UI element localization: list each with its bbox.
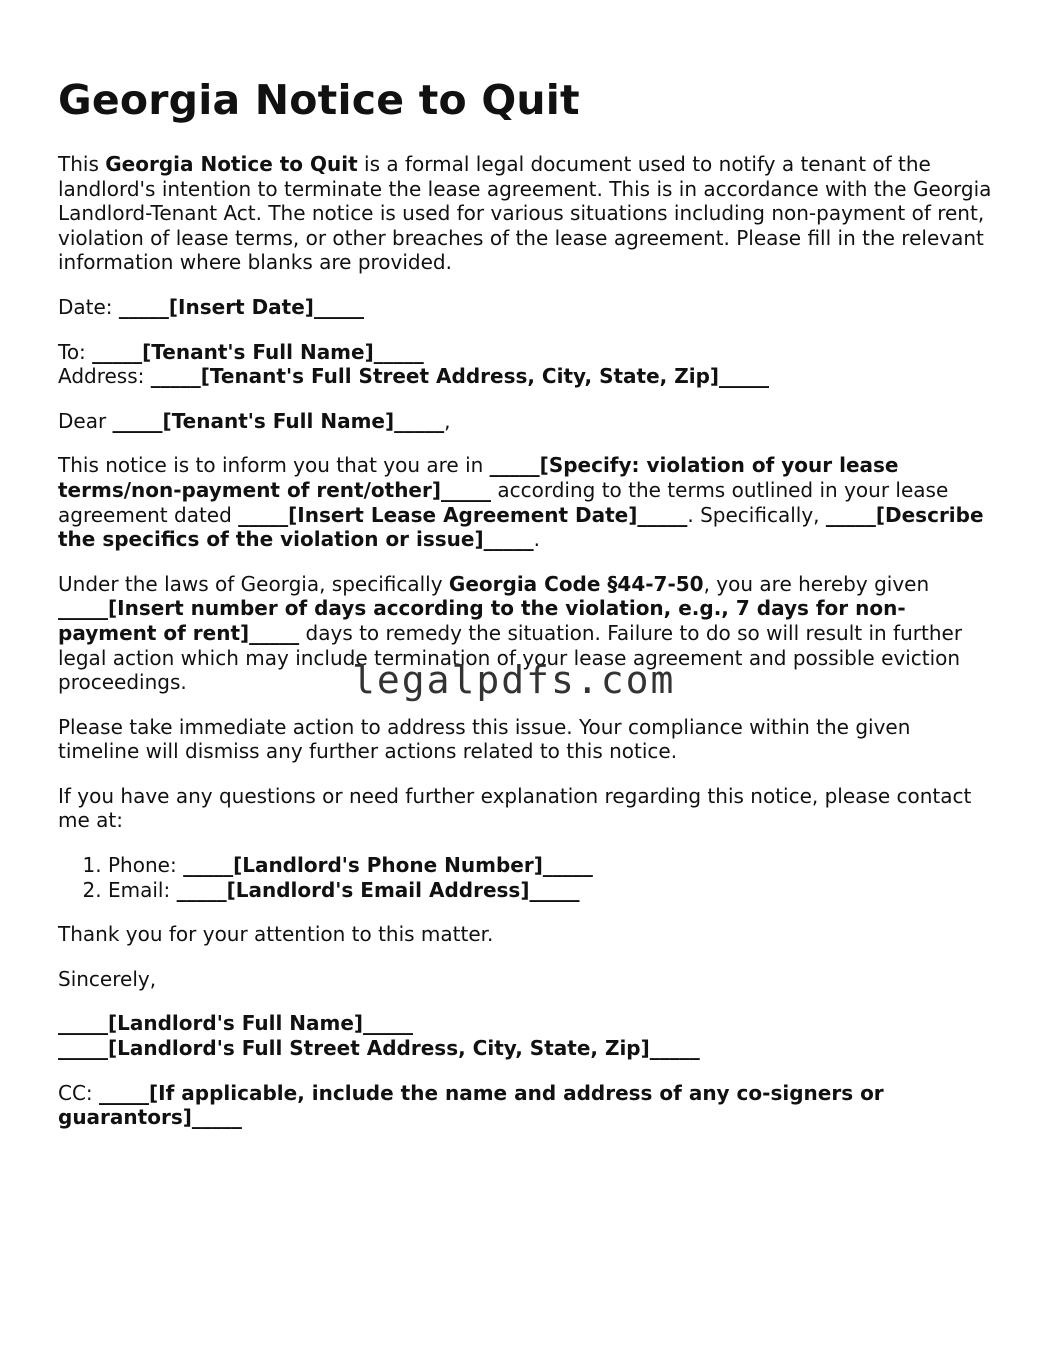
date-field: _____[Insert Date]_____ xyxy=(118,294,364,319)
notice-lease-date-field: _____[Insert Lease Agreement Date]_____ xyxy=(238,502,688,527)
notice-paragraph xyxy=(58,453,998,551)
date-label: Date: xyxy=(58,294,119,319)
action-paragraph: Please take immediate action to address this issue. Your compliance within the given timeline will dismiss any further actions related to this notice. xyxy=(58,714,911,764)
notice-text-4: . xyxy=(533,527,540,552)
signature-address-field: _____[Landlord's Full Street Address, City, State, Zip]_____ xyxy=(58,1036,700,1061)
document-page xyxy=(58,72,998,1150)
contact-intro-paragraph: If you have any questions or need further explanation regarding this notice, please contact me at: xyxy=(58,783,972,833)
cc-label: CC: xyxy=(58,1080,100,1105)
document-title: Georgia Notice to Quit xyxy=(58,76,580,124)
signature-block xyxy=(58,1011,998,1060)
notice-text-1: This notice is to inform you that you are in xyxy=(58,453,490,478)
contact-item-email xyxy=(108,878,998,903)
salutation-field: _____[Tenant's Full Name]_____ xyxy=(112,408,445,433)
date-line xyxy=(58,295,998,320)
closing-line: Sincerely, xyxy=(58,966,157,991)
notice-violation-field: _____[Specify: violation of your lease terms/non-payment of rent/other]_____ xyxy=(58,453,899,502)
law-text-1: Under the laws of Georgia, specifically xyxy=(58,571,449,596)
cc-line xyxy=(58,1081,998,1130)
thanks-paragraph: Thank you for your attention to this matter. xyxy=(58,922,494,947)
to-label: To: xyxy=(58,339,93,364)
watermark: legalpdfs.com xyxy=(352,658,676,702)
contact-item-phone xyxy=(108,853,998,878)
phone-field: _____[Landlord's Phone Number]_____ xyxy=(183,853,593,878)
contact-list xyxy=(58,853,998,902)
to-field: _____[Tenant's Full Name]_____ xyxy=(92,339,424,364)
notice-text-3: . Specifically, xyxy=(687,502,826,527)
salutation-line xyxy=(58,409,998,434)
law-days-field: _____[Insert number of days according to the violation, e.g., 7 days for non-payment of rent]_____ xyxy=(58,596,906,645)
salutation-label: Dear xyxy=(58,408,113,433)
notice-specifics-field: _____[Describe the specifics of the violation or issue]_____ xyxy=(58,502,984,552)
law-text-2: , you are hereby given xyxy=(703,571,930,596)
phone-label: Phone: xyxy=(108,853,184,878)
law-text-3: days to remedy the situation. Failure to do so will result in further legal action which may include termination of your lease agreement and possible eviction proceedings. xyxy=(58,620,963,695)
address-label: Address: xyxy=(58,364,151,389)
intro-paragraph xyxy=(58,152,998,275)
intro-bold-title: Georgia Notice to Quit xyxy=(105,152,358,176)
law-code: Georgia Code §44-7-50 xyxy=(448,571,704,596)
address-field: _____[Tenant's Full Street Address, City, State, Zip]_____ xyxy=(150,364,770,389)
intro-prefix: This xyxy=(58,152,106,176)
cc-field: _____[If applicable, include the name and address of any co-signers or guarantors]_____ xyxy=(58,1080,884,1130)
salutation-suffix: , xyxy=(444,408,451,433)
notice-text-2: according to the terms outlined in your lease agreement dated xyxy=(58,477,949,527)
intro-text: is a formal legal document used to notify a tenant of the landlord's intention to terminate the lease agreement. This is in accordance with the Georgia Landlord-Tenant Act. The notice is used for various situations including non-payment of rent, violation of lease terms, or other breaches of the lease agreement. Please fill in the relevant information where blanks are provided. xyxy=(58,152,992,275)
recipient-block xyxy=(58,340,998,389)
email-label: Email: xyxy=(108,877,177,902)
email-field: _____[Landlord's Email Address]_____ xyxy=(176,877,580,902)
signature-name-field: _____[Landlord's Full Name]_____ xyxy=(58,1011,414,1036)
